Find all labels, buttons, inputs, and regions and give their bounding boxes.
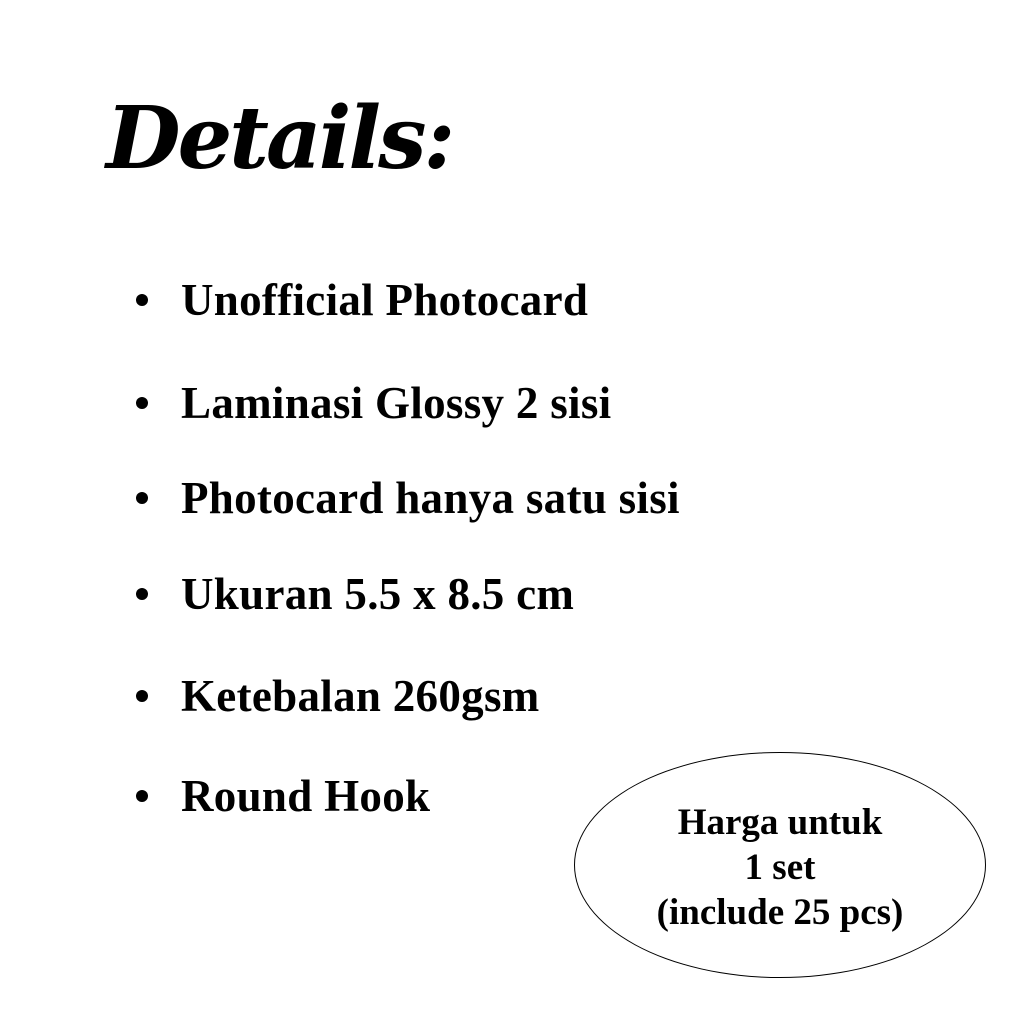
list-item <box>136 666 540 726</box>
bullet-icon <box>136 790 148 802</box>
price-badge-line: (include 25 pcs) <box>656 891 904 933</box>
list-item-text: Ketebalan 260gsm <box>181 671 540 721</box>
list-item <box>136 766 430 826</box>
price-badge <box>574 752 986 978</box>
price-badge-line: Harga untuk <box>677 801 883 843</box>
page-title: Details: <box>106 88 453 189</box>
bullet-icon <box>136 294 148 306</box>
price-badge-line: 1 set <box>744 846 816 888</box>
list-item <box>136 564 574 624</box>
bullet-icon <box>136 690 148 702</box>
list-item-text: Unofficial Photocard <box>181 275 589 325</box>
list-item-text: Laminasi Glossy 2 sisi <box>181 378 612 428</box>
list-item <box>136 270 588 330</box>
list-item-text: Photocard hanya satu sisi <box>181 473 680 523</box>
bullet-icon <box>136 492 148 504</box>
list-item-text: Round Hook <box>181 771 431 821</box>
bullet-icon <box>136 588 148 600</box>
list-item-text: Ukuran 5.5 x 8.5 cm <box>181 569 575 619</box>
bullet-icon <box>136 397 148 409</box>
list-item <box>136 468 680 528</box>
list-item <box>136 373 611 433</box>
